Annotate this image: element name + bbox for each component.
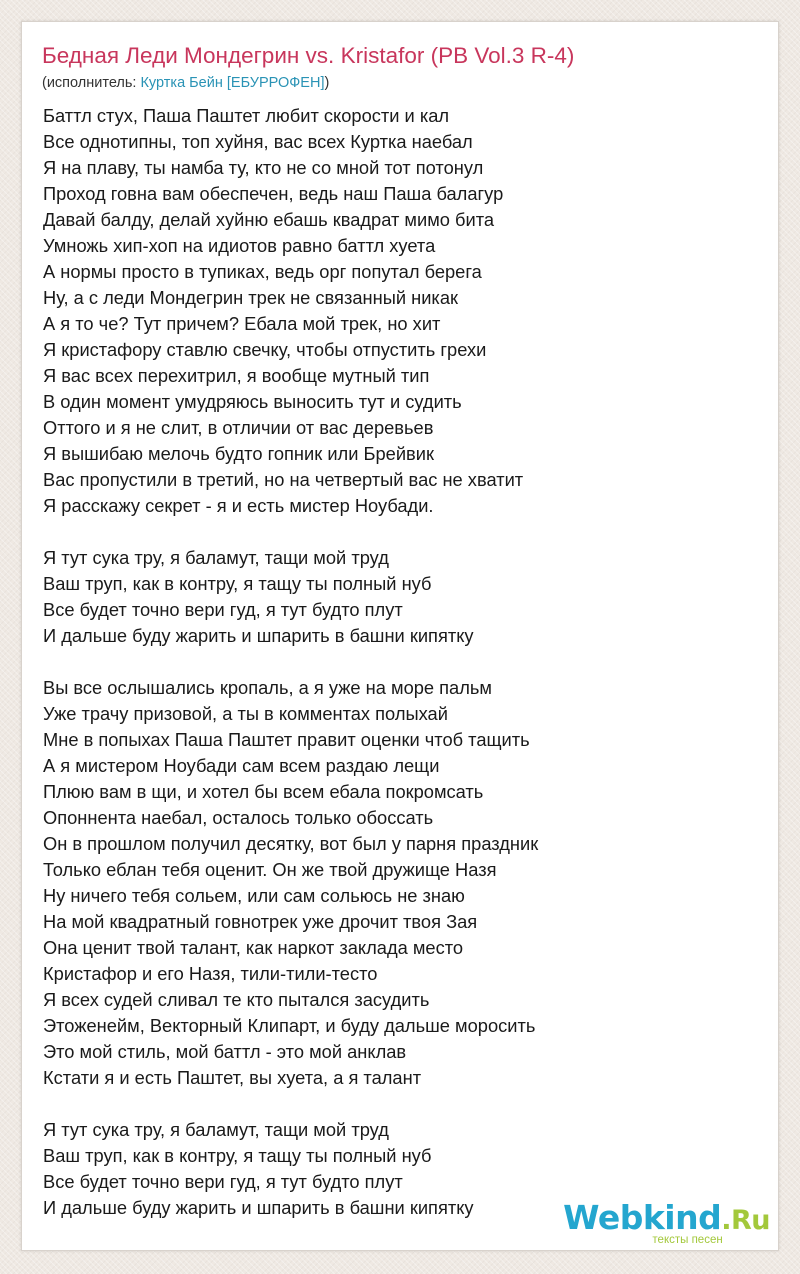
lyrics-verse (43, 545, 763, 649)
lyrics-verse (43, 103, 763, 519)
lyric-line: Я вышибаю мелочь будто гопник или Брейвик (43, 443, 434, 464)
logo-wordmark (563, 1198, 770, 1238)
artist-link[interactable]: Куртка Бейн [ЕБУРРОФЕН] (140, 75, 325, 91)
lyric-line: А я мистером Ноубади сам всем раздаю лещи (43, 755, 440, 776)
logo-main-text: Webkind (563, 1198, 722, 1237)
lyric-line: Кстати я и есть Паштет, вы хуета, а я талант (43, 1067, 422, 1088)
lyric-line: Он в прошлом получил десятку, вот был у парня праздник (43, 833, 539, 854)
lyric-line: Ваш труп, как в контру, я тащу ты полный нуб (43, 573, 432, 594)
lyric-line: И дальше буду жарить и шпарить в башни кипятку (43, 1197, 474, 1218)
lyric-line: Я тут сука тру, я баламут, тащи мой труд (43, 1119, 389, 1140)
lyric-line: Все однотипны, топ хуйня, вас всех Куртка наебал (43, 131, 473, 152)
lyric-line: Давай балду, делай хуйню ебашь квадрат мимо бита (43, 209, 495, 230)
performer-line (42, 74, 329, 92)
lyric-line: Умножь хип-хоп на идиотов равно баттл хуета (43, 235, 436, 256)
logo-tld-text: .Ru (721, 1205, 770, 1236)
lyric-line: Проход говна вам обеспечен, ведь наш Паша балагур (43, 183, 504, 204)
lyric-line: Я расскажу секрет - я и есть мистер Ноубади. (43, 495, 434, 516)
lyric-line: Ну ничего тебя сольем, или сам сольюсь не знаю (43, 885, 465, 906)
lyric-line: Я всех судей сливал те кто пытался засудить (43, 989, 430, 1010)
lyric-line: Баттл стух, Паша Паштет любит скорости и кал (43, 105, 450, 126)
lyric-line: Вас пропустили в третий, но на четвертый вас не хватит (43, 469, 524, 490)
lyric-line: Это мой стиль, мой баттл - это мой анклав (43, 1041, 407, 1062)
lyric-line: Этоженейм, Векторный Клипарт, и буду дальше моросить (43, 1015, 536, 1036)
lyric-line: Ваш труп, как в контру, я тащу ты полный нуб (43, 1145, 432, 1166)
lyric-line: Я на плаву, ты намба ту, кто не со мной тот потонул (43, 157, 484, 178)
lyric-line: Только еблан тебя оценит. Он же твой дружище Назя (43, 859, 497, 880)
lyric-line: Она ценит твой талант, как наркот заклада место (43, 937, 464, 958)
lyric-line: И дальше буду жарить и шпарить в башни кипятку (43, 625, 474, 646)
lyric-line: Все будет точно вери гуд, я тут будто плут (43, 1171, 403, 1192)
lyric-line: Все будет точно вери гуд, я тут будто плут (43, 599, 403, 620)
logo-tagline: тексты песен (652, 1234, 723, 1246)
lyrics-verse (43, 675, 763, 1091)
lyric-line: В один момент умудряюсь выносить тут и судить (43, 391, 462, 412)
lyric-line: Уже трачу призовой, а ты в комментах полыхай (43, 703, 448, 724)
lyric-line: На мой квадратный говнотрек уже дрочит твоя Зая (43, 911, 478, 932)
lyric-line: А я то че? Тут причем? Ебала мой трек, но хит (43, 313, 441, 334)
song-title: Бедная Леди Мондегрин vs. Kristafor (PB Vol.3 R-4) (42, 43, 575, 68)
lyric-line: Вы все ослышались кропаль, а я уже на море пальм (43, 677, 492, 698)
performer-suffix: ) (324, 75, 330, 91)
lyric-line: А нормы просто в тупиках, ведь орг попутал берега (43, 261, 482, 282)
lyric-line: Кристафор и его Назя, тили-тили-тесто (43, 963, 378, 984)
lyric-line: Я вас всех перехитрил, я вообще мутный тип (43, 365, 430, 386)
lyric-line: Я тут сука тру, я баламут, тащи мой труд (43, 547, 389, 568)
webkind-logo[interactable] (563, 1198, 770, 1246)
lyrics-card (21, 21, 779, 1251)
lyric-line: Мне в попыхах Паша Паштет правит оценки чтоб тащить (43, 729, 530, 750)
lyric-line: Оттого и я не слит, в отличии от вас деревьев (43, 417, 434, 438)
lyric-line: Я кристафору ставлю свечку, чтобы отпустить грехи (43, 339, 487, 360)
lyric-line: Опоннента наебал, осталось только обоссать (43, 807, 434, 828)
lyric-line: Плюю вам в щи, и хотел бы всем ебала покромсать (43, 781, 484, 802)
lyrics-body (43, 103, 763, 1247)
performer-prefix: (исполнитель: (42, 75, 141, 91)
lyric-line: Ну, а с леди Мондегрин трек не связанный никак (43, 287, 458, 308)
